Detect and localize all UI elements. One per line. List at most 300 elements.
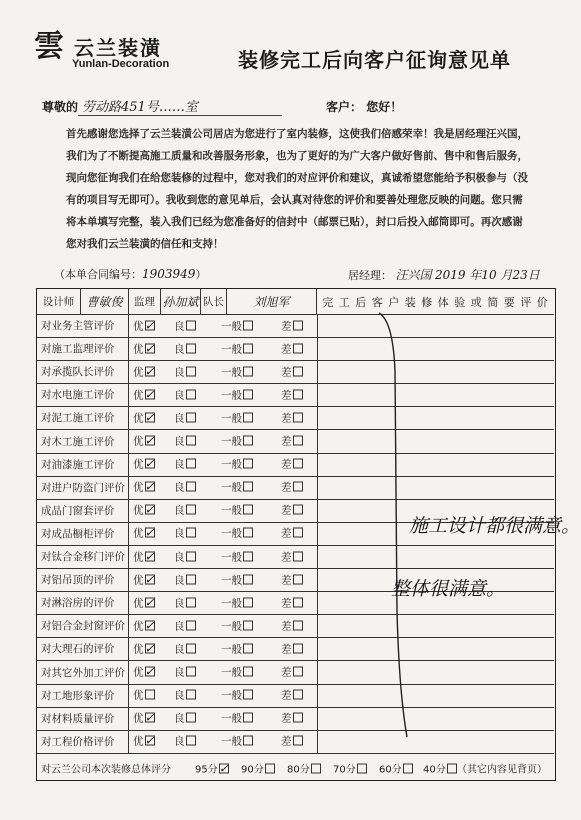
rating-option[interactable] [133,734,155,749]
rating-option[interactable] [133,641,155,656]
checkbox[interactable] [243,551,253,561]
rating-option-label: 良 [174,712,185,725]
rating-option[interactable] [174,618,196,633]
check-mark-icon: ✓ [144,502,155,517]
rating-options [129,314,318,337]
checkbox[interactable] [186,412,196,422]
rating-option-label: 良 [174,412,185,425]
manager-signature [348,266,540,283]
rating-option[interactable] [133,688,155,703]
rating-option-label: 优 [133,389,144,402]
rating-option-label: 差 [281,689,292,702]
rating-option-label: 差 [281,666,292,679]
checkbox[interactable] [186,597,196,607]
row-label: 对油漆施工评价 [37,453,129,476]
foreman-role: 队长 [201,289,227,314]
rating-option[interactable] [174,410,196,425]
checkbox[interactable] [293,389,303,399]
rating-option-label: 良 [174,574,185,587]
score-option[interactable] [423,761,457,776]
rating-option[interactable] [174,595,196,610]
check-mark-icon: ✓ [144,341,155,356]
rating-option[interactable] [281,364,303,379]
check-mark-icon: ✓ [144,456,155,471]
checkbox[interactable] [243,620,253,630]
rating-option-label: 良 [174,366,185,379]
comment-line-2[interactable]: 整体很满意。 [391,578,506,600]
row-label: 对材料质量评价 [37,707,129,730]
row-label: 对钛合金移门评价 [37,545,129,568]
staff-header-row [37,289,554,315]
rating-option[interactable] [174,641,196,656]
rating-option-label: 差 [281,551,292,564]
checkbox[interactable] [293,643,303,653]
checkbox[interactable] [243,389,253,399]
rating-option[interactable] [174,711,196,726]
rating-option[interactable] [133,526,155,541]
rating-option-label: 良 [174,481,185,494]
rating-options [129,545,318,568]
rating-option-label: 差 [281,458,292,471]
rating-option-label: 优 [133,666,144,679]
rating-option-label: 一般 [221,481,242,494]
rating-option[interactable] [281,549,303,564]
rating-option[interactable] [221,318,253,333]
designer-name[interactable]: 曹敏俊 [81,289,129,314]
rating-option[interactable] [174,665,196,680]
rating-option[interactable] [281,410,303,425]
row-label: 对铝合金封窗评价 [37,614,129,637]
checkbox[interactable] [243,436,253,446]
rating-option[interactable] [221,526,253,541]
rating-option-label: 差 [281,735,292,748]
checkbox[interactable] [293,505,303,515]
checkbox[interactable] [243,713,253,723]
checkbox[interactable] [293,620,303,630]
rating-options [129,568,318,591]
rating-option[interactable] [281,318,303,333]
rating-option[interactable] [133,618,155,633]
check-mark-icon: ✓ [144,479,155,494]
rating-option[interactable] [133,665,155,680]
rating-option-label: 一般 [221,389,242,402]
rating-option-label: 差 [281,712,292,725]
rating-option-label: 良 [174,504,185,517]
score-option-label: 95分 [195,764,218,776]
rating-option[interactable] [221,480,253,495]
contract-label: （本单合同编号： [54,268,142,281]
rating-option-label: 优 [133,643,144,656]
rating-option-label: 良 [174,620,185,633]
row-label: 对淋浴房的评价 [37,591,129,614]
check-mark-icon: ✓ [144,433,155,448]
row-label: 对泥工施工评价 [37,406,129,429]
checkbox[interactable] [186,551,196,561]
checkbox[interactable] [186,620,196,630]
check-mark-icon: ✓ [144,364,155,379]
score-option-label: 80分 [287,764,310,776]
rating-option[interactable] [174,734,196,749]
rating-option[interactable] [174,387,196,402]
checkbox[interactable] [293,436,303,446]
back-page-note: （其它内容见背页） [457,764,547,776]
score-option-label: 70分 [333,764,356,776]
rating-option[interactable] [133,711,155,726]
rating-option-label: 差 [281,504,292,517]
rating-option[interactable] [174,457,196,472]
rating-option-label: 优 [133,481,144,494]
row-label: 对施工监理评价 [37,337,129,360]
salutation-prefix: 尊敬的 [42,100,79,114]
rating-option[interactable] [281,387,303,402]
score-option[interactable] [379,761,413,776]
rating-option-label: 优 [133,574,144,587]
salutation-line [42,96,402,116]
rating-option[interactable] [174,549,196,564]
checkbox[interactable] [186,505,196,515]
rating-options [129,360,318,383]
rating-option-label: 良 [174,435,185,448]
checkbox[interactable] [243,412,253,422]
row-label: 对业务主管评价 [37,314,129,337]
rating-option[interactable] [174,364,196,379]
checkbox[interactable] [293,412,303,422]
rating-option[interactable] [281,480,303,495]
checkbox[interactable] [186,366,196,376]
checkbox[interactable] [186,574,196,584]
rating-option-label: 良 [174,689,185,702]
rating-option[interactable] [281,665,303,680]
rating-option-label: 优 [133,412,144,425]
rating-options [129,730,318,753]
checkbox[interactable] [243,690,253,700]
check-mark-icon: ✓ [144,733,155,748]
rating-option[interactable] [133,572,155,587]
supervisor-name[interactable]: 孙加斌 [161,289,201,314]
rating-options [129,661,318,684]
checkbox[interactable] [243,528,253,538]
check-mark-icon: ✓ [144,572,155,587]
checkbox[interactable] [186,690,196,700]
contract-value[interactable]: 1903949 [142,267,196,281]
designer-role: 设计师 [37,289,81,314]
rating-option[interactable] [221,595,253,610]
rating-option-label: 一般 [221,551,242,564]
rating-option[interactable] [281,595,303,610]
checkbox[interactable] [186,736,196,746]
rating-option-label: 优 [133,435,144,448]
checkbox[interactable] [243,736,253,746]
rating-option-label: 一般 [221,574,242,587]
rating-option[interactable] [281,734,303,749]
rating-options [129,453,318,476]
rating-option[interactable] [133,410,155,425]
rating-option[interactable] [281,457,303,472]
rating-option-label: 差 [281,527,292,540]
rating-option-label: 优 [133,689,144,702]
check-mark-icon: ✓ [218,761,229,776]
rating-option[interactable] [221,341,253,356]
check-mark-icon: ✓ [144,525,155,540]
checkbox[interactable] [243,459,253,469]
score-option-label: 90分 [241,764,264,776]
row-label: 对水电施工评价 [37,383,129,406]
checkbox[interactable] [186,643,196,653]
rating-option[interactable] [281,641,303,656]
rating-option[interactable] [281,526,303,541]
check-mark-icon: ✓ [144,710,155,725]
checkbox[interactable] [265,764,275,774]
rating-options [129,499,318,522]
rating-option[interactable] [221,734,253,749]
rating-option[interactable] [221,549,253,564]
checkbox[interactable] [293,320,303,330]
rating-option[interactable] [174,480,196,495]
checkbox[interactable] [293,482,303,492]
rating-option-label: 差 [281,597,292,610]
rating-option-label: 良 [174,643,185,656]
rating-option-label: 良 [174,527,185,540]
checkbox[interactable] [186,389,196,399]
rating-option[interactable] [133,318,155,333]
checkbox[interactable] [186,667,196,677]
evaluation-column-title: 完 工 后 客 户 装 修 体 验 或 简 要 评 价 [322,295,549,309]
rating-option[interactable] [174,318,196,333]
contract-suffix: ） [195,268,207,281]
rating-option-label: 优 [133,712,144,725]
rating-options [129,430,318,453]
rating-options [129,707,318,730]
rating-option-label: 优 [133,527,144,540]
row-label: 对进户防盗门评价 [37,476,129,499]
checkbox[interactable] [293,459,303,469]
rating-option[interactable] [133,480,155,495]
rating-option[interactable] [221,503,253,518]
row-label: 对木工施工评价 [37,430,129,453]
rating-option-label: 一般 [221,620,242,633]
rating-option[interactable] [133,503,155,518]
rating-options [129,684,318,707]
checkbox[interactable] [311,764,321,774]
checkbox[interactable] [243,574,253,584]
rating-option-label: 一般 [221,435,242,448]
checkbox[interactable] [293,597,303,607]
rating-option[interactable] [174,688,196,703]
checkbox[interactable] [186,436,196,446]
checkbox[interactable] [243,366,253,376]
row-label: 对成品橱柜评价 [37,522,129,545]
rating-option-label: 一般 [221,643,242,656]
rating-option[interactable] [281,711,303,726]
checkbox[interactable] [243,643,253,653]
score-option[interactable] [287,761,321,776]
checkbox[interactable] [243,320,253,330]
row-label: 对其它外加工评价 [37,661,129,684]
score-option-label: 60分 [379,764,402,776]
rating-option-label: 良 [174,666,185,679]
rating-option-label: 一般 [221,597,242,610]
rating-option-label: 一般 [221,735,242,748]
rating-option[interactable] [281,618,303,633]
rating-option-label: 优 [133,551,144,564]
rating-option[interactable] [221,387,253,402]
rating-option-label: 优 [133,320,144,333]
checkbox[interactable] [293,574,303,584]
rating-option[interactable] [133,434,155,449]
supervisor-role: 监理 [129,289,161,314]
row-label: 成品门窗套评价 [37,499,129,522]
rating-option-label: 一般 [221,712,242,725]
rating-option[interactable] [221,410,253,425]
rating-option-label: 一般 [221,527,242,540]
checkbox[interactable] [293,528,303,538]
rating-options [129,637,318,660]
checkbox[interactable] [293,343,303,353]
rating-option[interactable] [133,387,155,402]
score-option[interactable] [333,761,367,776]
checkbox[interactable] [243,482,253,492]
rating-option[interactable] [221,688,253,703]
rating-option-label: 良 [174,343,185,356]
rating-option[interactable] [133,457,155,472]
rating-option[interactable] [174,434,196,449]
rating-option[interactable] [281,434,303,449]
checkbox[interactable] [186,528,196,538]
rating-option[interactable] [221,618,253,633]
check-mark-icon: ✓ [144,387,155,402]
rating-option-label: 一般 [221,343,242,356]
customer-address[interactable]: 劳动路451号……室 [78,96,282,116]
rating-option[interactable] [133,341,155,356]
rating-option[interactable] [133,549,155,564]
checkbox[interactable] [186,320,196,330]
row-label: 对工程价格评价 [37,730,129,753]
checkbox[interactable] [293,690,303,700]
rating-options [129,614,318,637]
rating-options [129,522,318,545]
checkbox[interactable] [186,713,196,723]
checkbox[interactable] [243,343,253,353]
rating-options [129,383,318,406]
rating-option-label: 一般 [221,320,242,333]
rating-option-label: 差 [281,343,292,356]
manager-name[interactable]: 汪兴国 [395,268,432,282]
rating-option[interactable] [221,572,253,587]
rating-option[interactable] [221,457,253,472]
rating-option[interactable] [133,595,155,610]
row-label: 对大理石的评价 [37,637,129,660]
rating-option[interactable] [133,364,155,379]
rating-options [129,591,318,614]
rating-option-label: 优 [133,735,144,748]
rating-option-label: 优 [133,458,144,471]
rating-option[interactable] [174,526,196,541]
checkbox[interactable] [447,764,457,774]
check-mark-icon: ✓ [144,664,155,679]
checkbox[interactable] [243,667,253,677]
logo-english-name: Yunlan-Decoration [72,58,170,70]
rating-option-label: 良 [174,389,185,402]
row-label: 对工地形象评价 [37,684,129,707]
check-mark-icon: ✓ [144,410,155,425]
checkbox[interactable] [186,482,196,492]
checkbox[interactable] [243,505,253,515]
rating-option-label: 良 [174,597,185,610]
logo-mark: 雲 [34,29,64,64]
foreman-name[interactable]: 刘旭军 [227,289,317,314]
logo-chinese-name: 云兰装潢 [74,36,162,60]
rating-option-label: 一般 [221,504,242,517]
checkbox[interactable] [293,736,303,746]
rating-option[interactable] [281,572,303,587]
rating-option[interactable] [221,641,253,656]
rating-option-label: 差 [281,389,292,402]
rating-option-label: 良 [174,458,185,471]
checkbox[interactable] [293,667,303,677]
checkbox[interactable] [186,343,196,353]
rating-option[interactable] [281,688,303,703]
rating-option[interactable] [221,364,253,379]
comment-line-1[interactable]: 施工设计都很满意。 [409,515,581,537]
rating-option-label: 优 [133,366,144,379]
checkbox[interactable] [293,551,303,561]
sign-date[interactable]: 2019 年10 月23日 [435,268,540,282]
contract-number [54,266,206,282]
rating-option-label: 差 [281,366,292,379]
rating-option[interactable] [174,572,196,587]
rating-option[interactable] [174,503,196,518]
intro-paragraph: 首先感谢您选择了云兰装潢公司居店为您进行了室内装修，这使我们倍感荣幸！我是居经理汪兴国，我们为了不断提高施工质量和改善服务形象，也为了更好的为广大客户做好售前、售中和售后服务，现向您征询我们在给您装修的过程中，您对我们的对应评价和建议，真诚希望您能给予积极参与（没有的项目写无即可）。我收到您的意见单后，会认真对待您的评价和要善处理您反映的问题。您只需将本单填写完整，装入我们已经为您准备好的信封中（邮票已贴），封口后投入邮筒即可。再次感谢您对我们云兰装潢的信任和支持！ [66,128,528,250]
rating-option[interactable] [174,341,196,356]
rating-option-label: 差 [281,320,292,333]
checkbox[interactable] [293,366,303,376]
rating-options [129,406,318,429]
rating-option-label: 优 [133,597,144,610]
checkbox[interactable] [357,764,367,774]
rating-option-label: 一般 [221,458,242,471]
score-option[interactable] [241,761,275,776]
rating-option[interactable] [221,665,253,680]
rating-option-label: 差 [281,412,292,425]
checkbox[interactable] [243,597,253,607]
manager-label: 居经理： [348,269,392,282]
rating-option[interactable] [221,711,253,726]
rating-option[interactable] [221,434,253,449]
checkbox[interactable] [293,713,303,723]
rating-option[interactable] [281,341,303,356]
evaluation-table [36,288,581,781]
rating-option-label: 良 [174,735,185,748]
form-title: 装修完工后向客户征询意见单 [238,48,511,72]
row-label: 对承揽队长评价 [37,360,129,383]
rating-options [129,337,318,360]
score-option-label: 40分 [423,764,446,776]
rating-option-label: 一般 [221,689,242,702]
checkbox[interactable] [186,459,196,469]
comment-area[interactable] [317,314,581,753]
rating-option-label: 优 [133,620,144,633]
rating-option[interactable] [281,503,303,518]
salutation-suffix: 客户： 您好！ [326,100,403,114]
checkbox[interactable] [145,690,155,700]
checkbox[interactable] [403,764,413,774]
score-option[interactable] [195,761,229,776]
overall-score-label: 对云兰公司本次装修总体评分 [41,764,171,776]
rating-option-label: 良 [174,551,185,564]
rating-option-label: 一般 [221,412,242,425]
rating-option-label: 差 [281,643,292,656]
rating-option-label: 优 [133,343,144,356]
